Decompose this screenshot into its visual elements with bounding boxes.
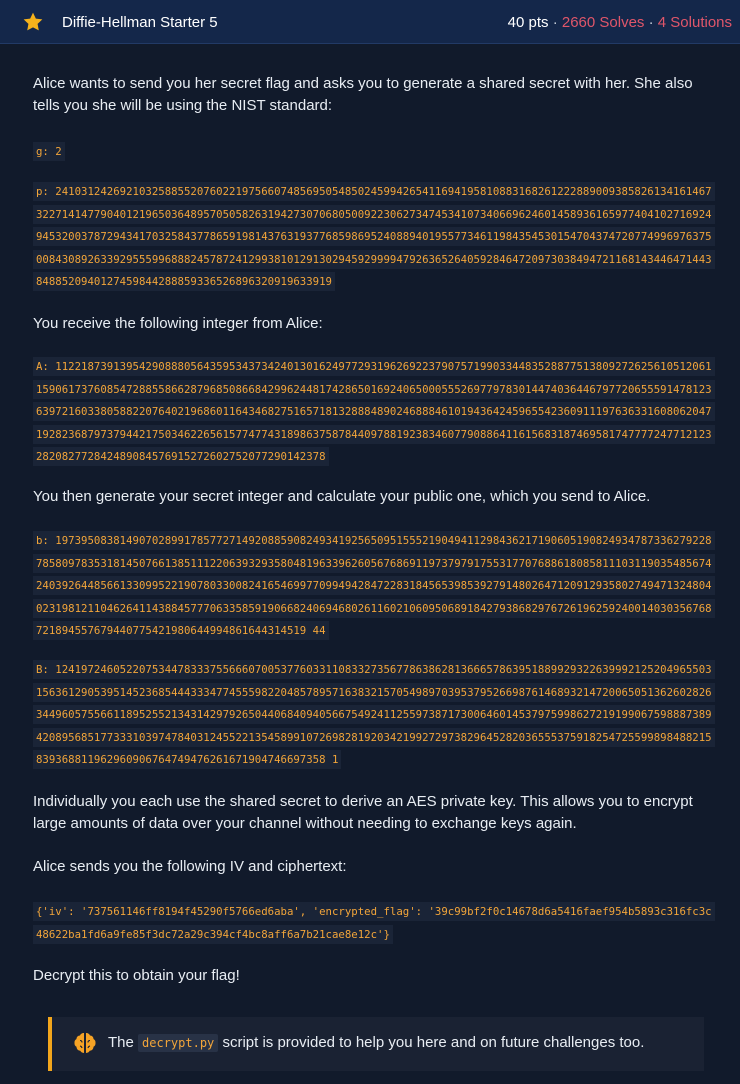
brain-icon xyxy=(72,1030,98,1056)
receive-text: You receive the following integer from Alice: xyxy=(33,315,323,332)
challenge-title: Diffie-Hellman Starter 5 xyxy=(62,14,218,31)
solves-link[interactable]: 2660 Solves xyxy=(561,14,645,31)
decrypt-text: Decrypt this to obtain your flag! xyxy=(33,967,240,984)
decrypt-script-code: decrypt.py xyxy=(138,1034,218,1052)
iv-text: Alice sends you the following IV and ciphertext: xyxy=(33,858,347,875)
hint-callout xyxy=(48,1017,704,1071)
stats-separator: · xyxy=(552,14,558,31)
challenge-header[interactable] xyxy=(0,0,740,44)
p-value: p: 2410312426921032588552076022197566074856950548502459942654116941958108831682612228890093858261341614673227141477904012196503648957050582631942730706805009223062734745341073406696246014589361659774041027169249453200378729434170325843778659198143763193776859869524088940195577346119843545301547043747207749969763750084308926339295559968882457872412993810129130294592999947926365264059284647209730384947211681434464714438488520940127459844288859336526896320919633919 xyxy=(33,181,716,294)
intro-text: Alice wants to send you her secret flag and asks you to generate a shared secret with her. She also tells you she will be using the NIST standard: xyxy=(33,75,693,114)
solutions-link[interactable]: 4 Solutions xyxy=(657,14,732,31)
b-value: b: 197395083814907028991785772714920885908249341925650951555219049411298436217190605190824934787336279228785809783531814507661385111220639329358048196339626056768691197379791755317707688618085811103119035485674240392644856613309952219078033008241654699770994942847228318456539853927914802647120912935802749471324804023198121104626411438845777063358591906682406946802611602106095068918427938682976726196259240014030356768721894557679440775421980644994861644314519 44 xyxy=(33,530,716,643)
derive-text: Individually you each use the shared secret to derive an AES private key. This allows you to encrypt large amounts of data over your channel without needing to exchange keys again. xyxy=(33,793,693,832)
A-value: A: 112218739139542908880564359534373424013016249772931962692237907571990334483528877513809272625610512061159061737608547288558662879685086684299624481742865016924065000555269779783014474036446797720655591478123639721603380588220764021968601164346827516571813288848902468884610194364245965542360911197636331608062047192823687973794421750346226561577477431898637587844097881923834607790886411615683187469581747777247712123282082772842489084576915272602752077290142378 xyxy=(33,356,716,469)
star-icon[interactable] xyxy=(22,11,44,33)
ciphertext-value: {'iv': '737561146ff8194f45290f5766ed6aba', 'encrypted_flag': '39c99bf2f0c14678d6a5416faef954b5893c316fc3c48622ba1fd6a9fe85f3dc72a29c394cf4bc8aff6a7b21cae8e12c'} xyxy=(33,901,716,946)
B-value: B: 124197246052207534478333755666070053776033110833273567786386281366657863951889929322639992125204965503156361290539514523685444333477455598220485789571638321570549897039537952669876146893214720065051362602826344960575566118952552134314297926504406840940566754924112559738717300646014537975998627219199067598887389420895685177333103974784031245522135458991072698281920342199272973829645282036555375918254725599898488215839368811962960906764749476261671904746697358 1 xyxy=(33,659,716,772)
points-value: 40 pts xyxy=(507,14,549,31)
hint-text: The decrypt.py script is provided to help you here and on future challenges too. xyxy=(108,1034,645,1051)
stats-separator: · xyxy=(648,14,654,31)
challenge-stats xyxy=(508,14,732,31)
generate-text: You then generate your secret integer and calculate your public one, which you send to Alice. xyxy=(33,488,651,505)
g-value: g: 2 xyxy=(33,141,716,164)
